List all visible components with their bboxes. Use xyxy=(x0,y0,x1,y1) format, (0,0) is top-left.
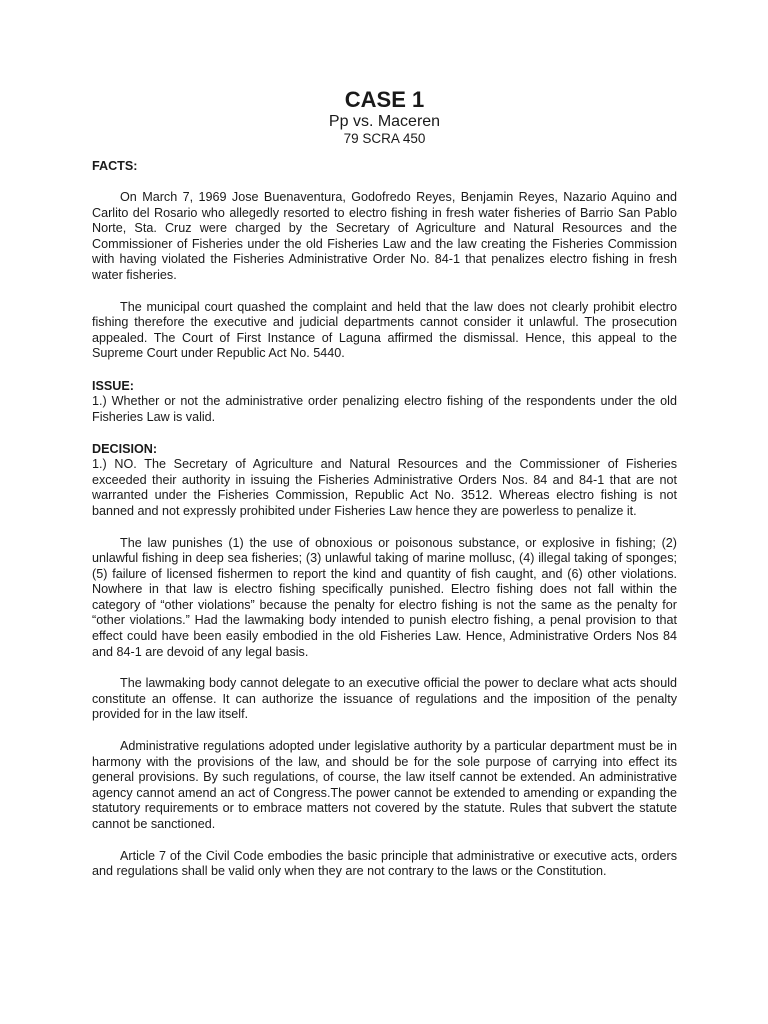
facts-paragraph-1: On March 7, 1969 Jose Buenaventura, Godofredo Reyes, Benjamin Reyes, Nazario Aquino and Carlito del Rosario who allegedly resorted to electro fishing in fresh water fisheries of Barrio San Pablo Norte, Sta. Cruz were charged by the Secretary of Agriculture and Natural Resources and the Commissioner of Fisheries under the old Fisheries Law and the law creating the Fisheries Commission with having violated the Fisheries Administrative Order No. 84-1 that penalizes electro fishing in fresh water fisheries. xyxy=(92,190,677,282)
decision-paragraph-4: Administrative regulations adopted under legislative authority by a particular department must be in harmony with the provisions of the law, and should be for the sole purpose of carrying into effect its general provisions. By such regulations, of course, the law itself cannot be extended. An administrative agency cannot amend an act of Congress.The power cannot be extended to amending or expanding the statutory requirements or to embrace matters not covered by the statute. Rules that subvert the statute cannot be sanctioned. xyxy=(92,739,677,831)
facts-paragraph-2: The municipal court quashed the complaint and held that the law does not clearly prohibit electro fishing therefore the executive and judicial departments cannot consider it unlawful. The prosecution appealed. The Court of First Instance of Laguna affirmed the dismissal. Hence, this appeal to the Supreme Court under Republic Act No. 5440. xyxy=(92,299,677,361)
issue-heading: ISSUE: xyxy=(92,378,134,393)
decision-paragraph-2: The law punishes (1) the use of obnoxious or poisonous substance, or explosive in fishing; (2) unlawful fishing in deep sea fisheries; (3) unlawful taking of marine mollusc, (4) illegal taking of sponges; (5) failure of licensed fishermen to report the kind and quantity of fish caught, and (6) other violations. Nowhere in that law is electro fishing specifically punished. Electro fishing does not fall within the category of “other violations” because the penalty for electro fishing is not the same as the penalty for “other violations.” Had the lawmaking body intended to punish electro fishing, a penal provision to that effect could have been easily embodied in the old Fisheries Law. Hence, Administrative Orders Nos 84 and 84-1 are devoid of any legal basis. xyxy=(92,535,677,659)
issue-text: 1.) Whether or not the administrative order penalizing electro fishing of the respondents under the old Fisheries Law is valid. xyxy=(92,393,677,424)
case-name: Pp vs. Maceren xyxy=(328,113,441,130)
decision-paragraph-1: 1.) NO. The Secretary of Agriculture and Natural Resources and the Commissioner of Fisheries exceeded their authority in issuing the Fisheries Administrative Orders Nos. 84 and 84-1 that are not warranted under the Fisheries Commission, Republic Act No. 3512. Whereas electro fishing is not banned and not expressly prohibited under Fisheries Law hence they are powerless to penalize it. xyxy=(92,457,677,518)
facts-heading: FACTS: xyxy=(92,159,138,173)
case-citation: 79 SCRA 450 xyxy=(343,131,426,146)
case-title: CASE 1 xyxy=(344,87,425,112)
decision-paragraph-3: The lawmaking body cannot delegate to an executive official the power to declare what acts should constitute an offense. It can authorize the issuance of regulations and the imposition of the penalty provided for in the law itself. xyxy=(92,676,677,722)
decision-paragraph-5: Article 7 of the Civil Code embodies the basic principle that administrative or executive acts, orders and regulations shall be valid only when they are not contrary to the laws or the Constitution. xyxy=(92,848,677,879)
decision-heading: DECISION: xyxy=(92,442,158,457)
